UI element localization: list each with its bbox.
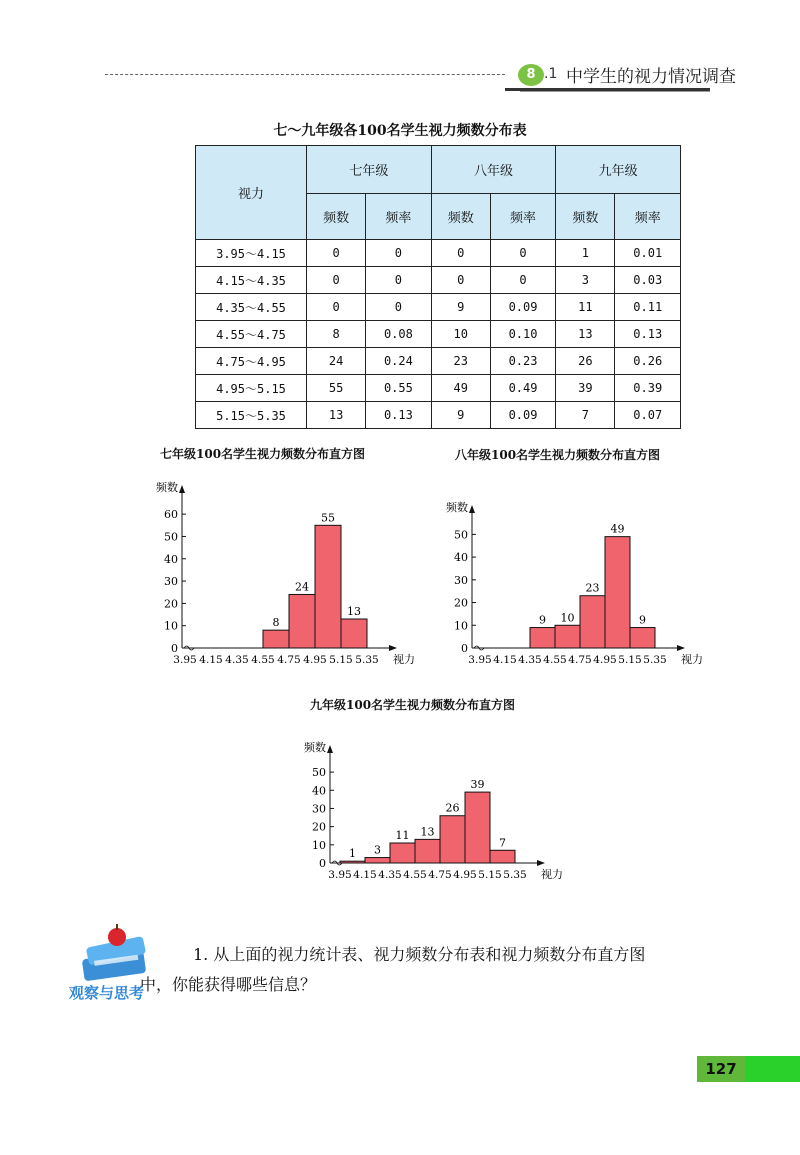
x-tick-label: 4.55 <box>251 654 275 666</box>
value-cell: 0 <box>366 294 431 321</box>
value-cell: 24 <box>307 348 366 375</box>
y-tick-label: 50 <box>312 766 326 780</box>
range-cell: 4.35～4.55 <box>196 294 307 321</box>
table-title: 七～九年级各100名学生视力频数分布表 <box>273 123 527 139</box>
value-cell: 1 <box>556 240 615 267</box>
value-cell: 13 <box>307 402 366 429</box>
value-cell: 0 <box>431 240 490 267</box>
value-cell: 0 <box>307 240 366 267</box>
section-number-suffix: .1 <box>544 66 558 82</box>
value-cell: 9 <box>431 294 490 321</box>
y-tick-label: 60 <box>164 508 178 522</box>
value-cell: 3 <box>556 267 615 294</box>
value-cell: 0.13 <box>615 321 681 348</box>
sub-header: 频数 <box>431 194 490 240</box>
value-cell: 0 <box>490 240 555 267</box>
table-row <box>196 402 681 429</box>
table-row <box>196 348 681 375</box>
table-row <box>196 321 681 348</box>
y-axis-label: 频数 <box>446 501 468 514</box>
x-tick-label: 5.15 <box>329 654 353 666</box>
sub-header: 频率 <box>490 194 555 240</box>
x-axis-label: 视力 <box>541 868 563 881</box>
x-tick-label: 5.35 <box>355 654 379 666</box>
value-cell: 0.55 <box>366 375 431 402</box>
section-title: 中学生的视力情况调查 <box>566 67 736 87</box>
y-axis-arrow <box>327 745 333 753</box>
y-axis-arrow <box>469 505 475 513</box>
range-cell: 4.55～4.75 <box>196 321 307 348</box>
y-tick-label: 40 <box>312 784 326 798</box>
x-axis-arrow <box>677 645 685 651</box>
value-cell: 0 <box>307 294 366 321</box>
value-cell: 49 <box>431 375 490 402</box>
x-tick-label: 4.15 <box>353 869 377 881</box>
histogram-bar <box>440 816 465 863</box>
x-tick-label: 4.35 <box>378 869 402 881</box>
x-tick-label: 5.35 <box>503 869 527 881</box>
histogram-grade7 <box>140 470 440 675</box>
bar-value-label: 9 <box>639 613 646 627</box>
range-cell: 3.95～4.15 <box>196 240 307 267</box>
y-tick-label: 10 <box>454 619 468 633</box>
bar-value-label: 55 <box>321 511 335 525</box>
x-tick-label: 3.95 <box>328 869 352 881</box>
row-header: 视力 <box>196 146 307 240</box>
x-tick-label: 4.75 <box>428 869 452 881</box>
value-cell: 0.09 <box>490 402 555 429</box>
value-cell: 39 <box>556 375 615 402</box>
page-number: 127 <box>697 1056 745 1082</box>
question-line-1: 1. 从上面的视力统计表、视力频数分布表和视力频数分布直方图 <box>193 945 646 964</box>
histogram-bar <box>555 625 580 648</box>
x-tick-label: 4.35 <box>518 654 542 666</box>
value-cell: 0.10 <box>490 321 555 348</box>
x-tick-label: 4.75 <box>277 654 301 666</box>
bar-value-label: 10 <box>560 611 575 625</box>
value-cell: 0.23 <box>490 348 555 375</box>
y-tick-label: 20 <box>312 820 326 834</box>
y-tick-label: 30 <box>312 802 326 816</box>
histogram-grade8 <box>430 470 740 675</box>
histogram-bar <box>490 850 515 863</box>
value-cell: 0.13 <box>366 402 431 429</box>
value-cell: 55 <box>307 375 366 402</box>
section-number-badge: 8 <box>518 64 544 86</box>
value-cell: 0 <box>490 267 555 294</box>
histogram-bar <box>341 619 367 648</box>
y-tick-label: 10 <box>312 838 326 852</box>
y-tick-label: 40 <box>164 552 178 566</box>
y-axis-label: 频数 <box>156 481 178 494</box>
bar-value-label: 13 <box>420 825 435 839</box>
value-cell: 7 <box>556 402 615 429</box>
value-cell: 0 <box>366 240 431 267</box>
page-number-box <box>697 1056 800 1082</box>
sub-header: 频数 <box>307 194 366 240</box>
y-tick-label: 20 <box>454 596 468 610</box>
y-tick-label: 20 <box>164 597 178 611</box>
histogram-bar <box>580 596 605 648</box>
value-cell: 0.49 <box>490 375 555 402</box>
group-header: 八年级 <box>431 146 556 194</box>
bar-value-label: 13 <box>347 605 361 618</box>
histogram-bar <box>365 858 390 863</box>
y-axis-label: 频数 <box>304 741 326 754</box>
bar-value-label: 24 <box>295 580 309 594</box>
histogram-grade9 <box>290 720 600 890</box>
group-header: 七年级 <box>307 146 432 194</box>
histogram-bar <box>530 628 555 648</box>
value-cell: 0 <box>366 267 431 294</box>
x-axis-arrow <box>537 860 545 866</box>
x-axis-label: 视力 <box>393 653 415 666</box>
bar-value-label: 39 <box>470 778 485 792</box>
value-cell: 0.11 <box>615 294 681 321</box>
x-tick-label: 5.15 <box>478 869 502 881</box>
x-tick-label: 5.15 <box>618 654 642 666</box>
histogram-bar <box>263 630 289 648</box>
sub-header: 频数 <box>556 194 615 240</box>
value-cell: 13 <box>556 321 615 348</box>
histogram-bar <box>605 537 630 648</box>
question-line-2: 中，你能获得哪些信息？ <box>140 975 317 994</box>
value-cell: 10 <box>431 321 490 348</box>
y-tick-label: 50 <box>164 530 178 544</box>
x-tick-label: 4.95 <box>593 654 617 666</box>
x-tick-label: 4.95 <box>303 654 327 666</box>
value-cell: 9 <box>431 402 490 429</box>
x-tick-label: 4.15 <box>199 654 223 666</box>
bar-value-label: 3 <box>374 843 381 857</box>
value-cell: 0.01 <box>615 240 681 267</box>
x-axis-arrow <box>389 645 397 651</box>
value-cell: 0.08 <box>366 321 431 348</box>
x-tick-label: 4.35 <box>225 654 249 666</box>
y-tick-label: 0 <box>319 857 326 870</box>
histogram-bar <box>465 792 490 863</box>
x-tick-label: 5.35 <box>643 654 667 666</box>
value-cell: 23 <box>431 348 490 375</box>
bar-value-label: 11 <box>395 829 410 842</box>
table-row <box>196 267 681 294</box>
value-cell: 11 <box>556 294 615 321</box>
value-cell: 0.07 <box>615 402 681 429</box>
table-row <box>196 240 681 267</box>
chart-title-grade7: 七年级100名学生视力频数分布直方图 <box>160 447 366 461</box>
y-tick-label: 0 <box>171 642 178 655</box>
value-cell: 0.39 <box>615 375 681 402</box>
value-cell: 26 <box>556 348 615 375</box>
x-tick-label: 4.55 <box>403 869 427 881</box>
histogram-bar <box>415 839 440 863</box>
x-tick-label: 4.15 <box>493 654 517 666</box>
x-tick-label: 4.95 <box>453 869 477 881</box>
y-tick-label: 30 <box>454 573 468 587</box>
x-tick-label: 4.75 <box>568 654 592 666</box>
histogram-bar <box>315 525 341 648</box>
range-cell: 4.75～4.95 <box>196 348 307 375</box>
value-cell: 0.09 <box>490 294 555 321</box>
bar-value-label: 49 <box>610 522 625 536</box>
value-cell: 0.24 <box>366 348 431 375</box>
chart-title-grade9: 九年级100名学生视力频数分布直方图 <box>310 698 516 712</box>
x-tick-label: 3.95 <box>468 654 492 666</box>
y-axis-arrow <box>179 485 185 493</box>
group-header: 九年级 <box>556 146 681 194</box>
sub-header: 频率 <box>615 194 681 240</box>
y-tick-label: 30 <box>164 575 178 589</box>
y-tick-label: 10 <box>164 619 178 633</box>
histogram-bar <box>340 861 365 863</box>
header-dotted-rule <box>105 74 505 75</box>
x-axis-label: 视力 <box>681 653 703 666</box>
value-cell: 0.03 <box>615 267 681 294</box>
y-tick-label: 40 <box>454 551 468 565</box>
value-cell: 8 <box>307 321 366 348</box>
y-tick-label: 0 <box>461 642 468 655</box>
think-logo-text: 观察与思考 <box>69 984 145 1002</box>
page-number-accent <box>745 1056 800 1082</box>
x-tick-label: 3.95 <box>173 654 197 666</box>
header-rule-thin <box>520 91 710 92</box>
bar-value-label: 1 <box>349 847 356 861</box>
bar-value-label: 9 <box>539 613 546 627</box>
bar-value-label: 7 <box>499 836 506 850</box>
range-cell: 4.15～4.35 <box>196 267 307 294</box>
histogram-bar <box>289 594 315 648</box>
bar-value-label: 23 <box>585 581 600 595</box>
sub-header: 频率 <box>366 194 431 240</box>
apple-icon <box>108 928 126 946</box>
table-row <box>196 294 681 321</box>
frequency-table <box>195 145 681 429</box>
page-header <box>0 60 800 100</box>
histogram-bar <box>390 843 415 863</box>
question-paragraph <box>140 940 725 1000</box>
range-cell: 5.15～5.35 <box>196 402 307 429</box>
value-cell: 0 <box>307 267 366 294</box>
x-tick-label: 4.55 <box>543 654 567 666</box>
table-row <box>196 375 681 402</box>
bar-value-label: 26 <box>445 801 460 815</box>
chart-title-grade8: 八年级100名学生视力频数分布直方图 <box>455 448 661 462</box>
y-tick-label: 50 <box>454 528 468 542</box>
value-cell: 0.26 <box>615 348 681 375</box>
bar-value-label: 8 <box>272 616 280 630</box>
histogram-bar <box>630 628 655 648</box>
range-cell: 4.95～5.15 <box>196 375 307 402</box>
value-cell: 0 <box>431 267 490 294</box>
